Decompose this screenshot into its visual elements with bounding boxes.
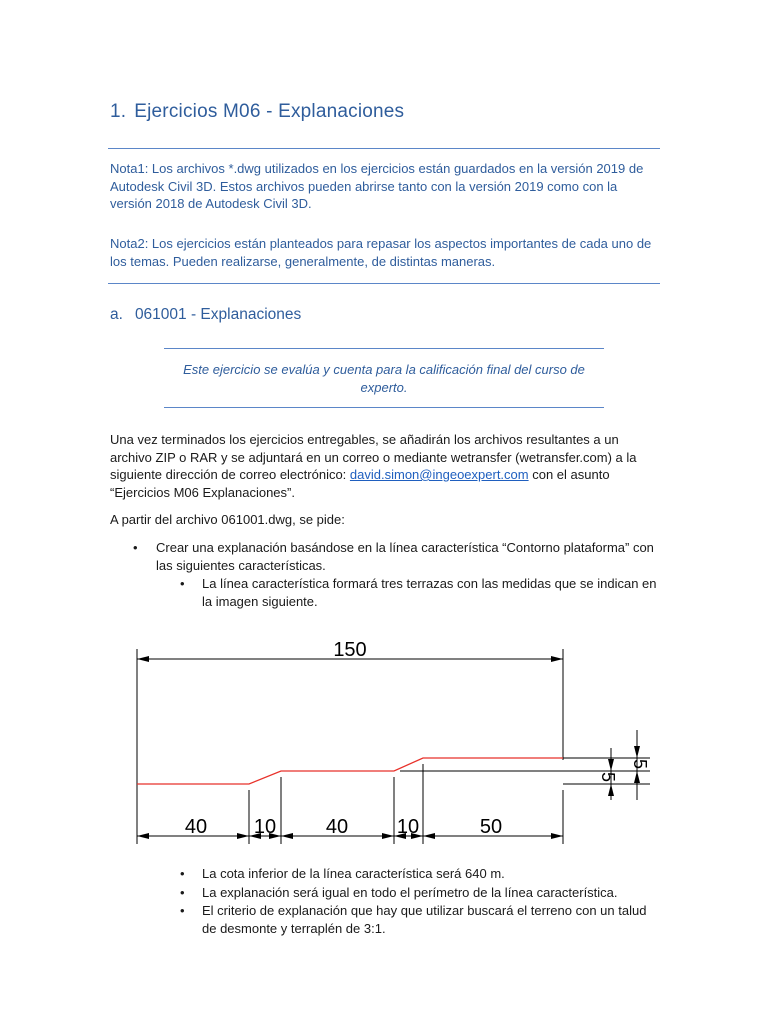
segment-label: 40	[184, 816, 208, 838]
bullet-dot: •	[180, 576, 185, 591]
bullet-main: Crear una explanación basándose en la línea característica “Contorno plataforma” con las siguientes características.	[156, 540, 654, 573]
bullet-dot: •	[180, 903, 185, 918]
quote-top-rule	[164, 348, 604, 349]
intro-paragraph	[110, 431, 662, 501]
bullet-sub: La línea característica formará tres terrazas con las medidas que se indican en la imagen siguiente.	[202, 576, 657, 609]
section-title: Ejercicios M06 - Explanaciones	[134, 101, 405, 122]
bullet-dot: •	[133, 540, 138, 555]
intro-text-start: Una vez terminados los ejercicios entregables, se añadirán los archivos resultantes a un archivo ZIP o RAR y se adjuntará en un correo o mediante wetransfer (wetransfer.com) a la siguiente dirección de correo electrónico:	[110, 432, 637, 482]
height-label-upper: 5	[630, 758, 650, 770]
arrowheads	[137, 656, 640, 839]
height-label-lower: 5	[598, 771, 618, 783]
segment-label: 10	[253, 816, 277, 838]
section-heading	[110, 101, 404, 123]
note-1: Nota1: Los archivos *.dwg utilizados en los ejercicios están guardados en la versión 2019 de Autodesk Civil 3D. Estos archivos pueden abrirse tanto con la versión 2019 como con la versión 2018 de Autodesk Civil 3D.	[110, 161, 644, 211]
bullet-after-3: El criterio de explanación que hay que utilizar buscará el terreno con un talud de desmonte y terraplén de 3:1.	[202, 903, 647, 936]
subsection-number: a.	[110, 306, 123, 323]
evaluation-note: Este ejercicio se evalúa y cuenta para la calificación final del curso de experto.	[183, 362, 585, 395]
subsection-title: 061001 - Explanaciones	[134, 306, 302, 323]
section-number: 1.	[110, 101, 127, 122]
subsection-heading	[110, 306, 301, 324]
segment-label: 40	[325, 816, 349, 838]
email-link[interactable]: david.simon@ingeoexpert.com	[349, 467, 529, 482]
bullet-after-1: La cota inferior de la línea característica será 640 m.	[202, 866, 505, 881]
total-length-label: 150	[333, 639, 367, 661]
intro-text-end: con el asunto “Ejercicios M06 Explanaciones”.	[110, 467, 610, 500]
terrace-dimension-drawing	[0, 630, 768, 860]
bullet-after-2: La explanación será igual en todo el perímetro de la línea característica.	[202, 885, 618, 900]
quote-bottom-rule	[164, 407, 604, 408]
segment-label: 10	[396, 816, 420, 838]
bullet-dot: •	[180, 885, 185, 900]
heading-rule	[108, 148, 660, 149]
notes-rule	[108, 283, 660, 284]
request-paragraph: A partir del archivo 061001.dwg, se pide:	[110, 512, 345, 527]
segment-label: 50	[479, 816, 503, 838]
bullet-dot: •	[180, 866, 185, 881]
note-2: Nota2: Los ejercicios están planteados para repasar los aspectos importantes de cada uno de los temas. Pueden realizarse, generalmente, de distintas maneras.	[110, 236, 652, 269]
